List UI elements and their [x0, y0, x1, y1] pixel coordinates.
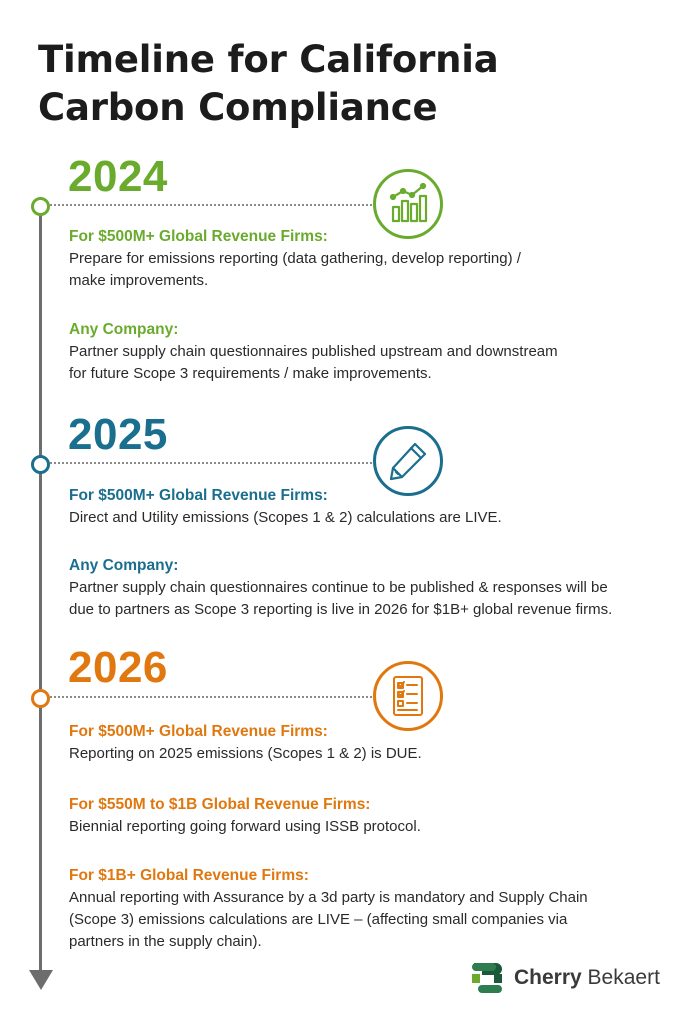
- year-2024-label: 2024: [68, 152, 168, 201]
- entry-text-line: Prepare for emissions reporting (data gathering, develop reporting) /: [69, 250, 521, 267]
- timeline-connector-2026: [50, 696, 376, 698]
- entry-text-line: Direct and Utility emissions (Scopes 1 & 2) calculations are LIVE.: [69, 509, 502, 526]
- cherry-bekaert-logo: [468, 958, 660, 998]
- timeline-node-2024: [31, 197, 50, 216]
- timeline-node-2025: [31, 455, 50, 474]
- entry-text-line: (Scope 3) emissions calculations are LIVE – (affecting small companies via: [69, 911, 568, 928]
- title-line-2: Carbon Compliance: [38, 86, 438, 129]
- entry-heading: Any Company:: [69, 321, 179, 338]
- timeline-connector-2024: [50, 204, 376, 206]
- entry-text-line: partners in the supply chain).: [69, 933, 262, 950]
- entry-text-line: Partner supply chain questionnaires published upstream and downstream: [69, 343, 558, 360]
- checklist-icon: [385, 673, 431, 719]
- entry-text-line: for future Scope 3 requirements / make improvements.: [69, 365, 432, 382]
- entry-2026-500m: [69, 721, 669, 765]
- entry-text-line: make improvements.: [69, 272, 209, 289]
- entry-heading: For $1B+ Global Revenue Firms:: [69, 867, 309, 884]
- bar-chart-icon: [385, 181, 431, 227]
- year-2025-label: 2025: [68, 410, 168, 459]
- page-title: [38, 36, 499, 132]
- timeline-node-2026: [31, 689, 50, 708]
- entry-heading: For $550M to $1B Global Revenue Firms:: [69, 796, 371, 813]
- entry-heading: For $500M+ Global Revenue Firms:: [69, 723, 328, 740]
- entry-2026-550m-1b: [69, 794, 669, 838]
- entry-text-line: Reporting on 2025 emissions (Scopes 1 & 2) is DUE.: [69, 745, 422, 762]
- logo-word-bekaert: Bekaert: [587, 966, 660, 989]
- title-line-1: Timeline for California: [38, 38, 499, 81]
- logo-wordmark: [514, 966, 660, 990]
- entry-heading: For $500M+ Global Revenue Firms:: [69, 228, 328, 245]
- entry-text-line: due to partners as Scope 3 reporting is live in 2026 for $1B+ global revenue firms.: [69, 601, 613, 618]
- entry-2024-500m: [69, 226, 669, 292]
- pencil-icon: [385, 438, 431, 484]
- entry-2025-any-company: [69, 555, 669, 621]
- entry-text-line: Partner supply chain questionnaires continue to be published & responses will be: [69, 579, 608, 596]
- entry-2026-1b: [69, 865, 669, 953]
- timeline-axis: [39, 212, 42, 974]
- logo-mark-icon: [468, 959, 506, 997]
- entry-heading: For $500M+ Global Revenue Firms:: [69, 487, 328, 504]
- timeline-arrow-icon: [29, 970, 53, 990]
- entry-2025-500m: [69, 485, 669, 529]
- entry-text-line: Biennial reporting going forward using ISSB protocol.: [69, 818, 421, 835]
- timeline-connector-2025: [50, 462, 376, 464]
- entry-heading: Any Company:: [69, 557, 179, 574]
- year-2026-label: 2026: [68, 643, 168, 692]
- logo-word-cherry: Cherry: [514, 966, 582, 989]
- entry-2024-any-company: [69, 319, 669, 385]
- entry-text-line: Annual reporting with Assurance by a 3d party is mandatory and Supply Chain: [69, 889, 588, 906]
